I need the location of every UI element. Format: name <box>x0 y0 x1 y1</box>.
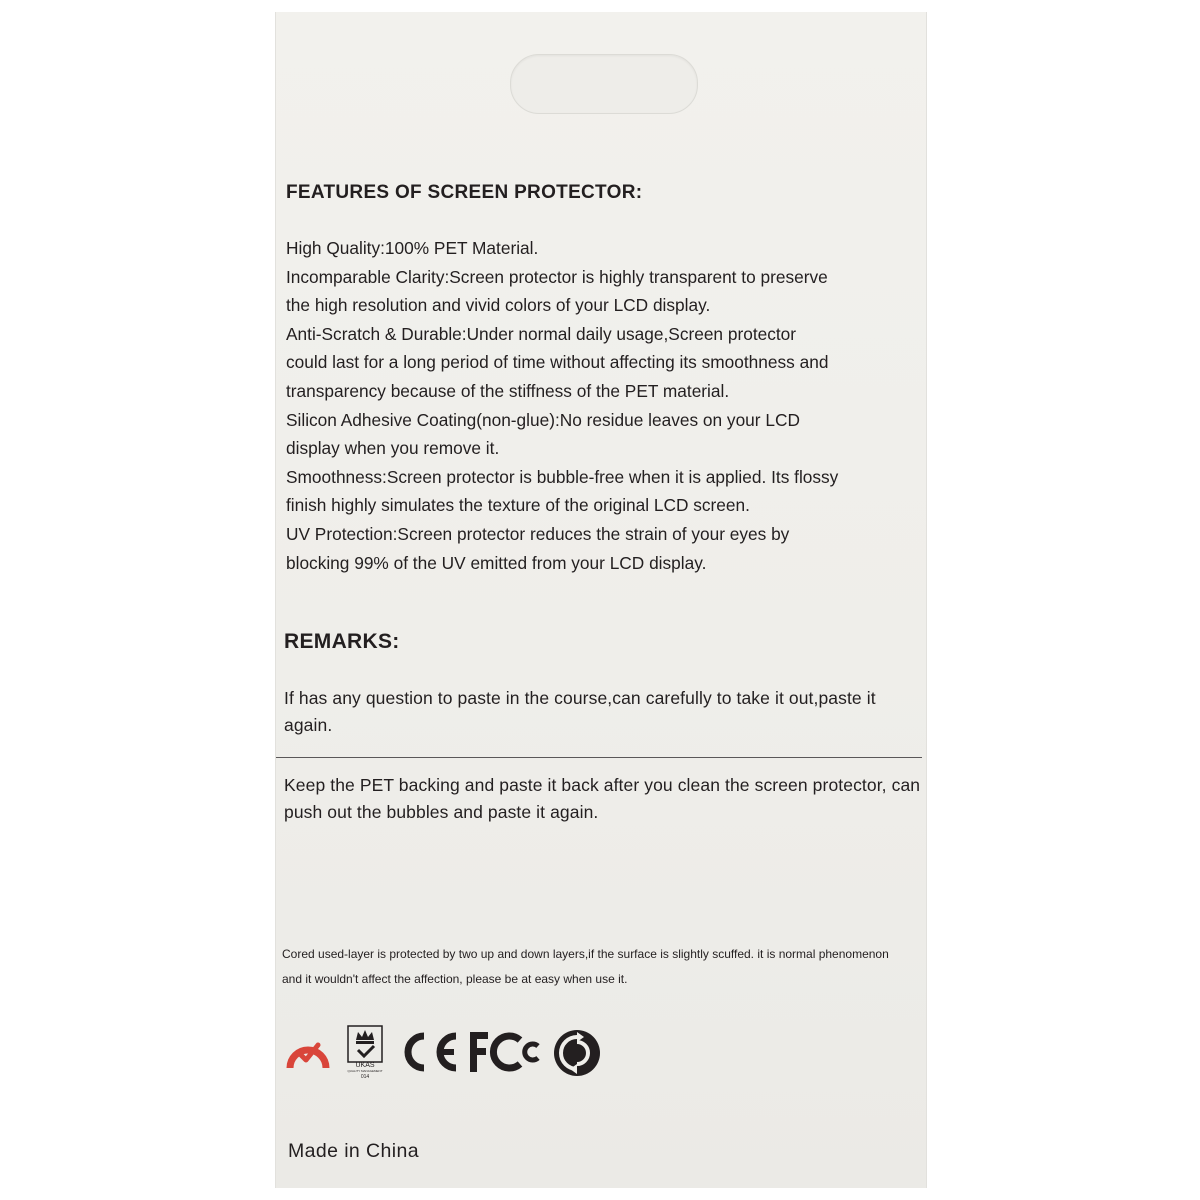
feature-line: display when you remove it. <box>286 438 500 459</box>
feature-line: UV Protection:Screen protector reduces the strain of your eyes by <box>286 523 790 544</box>
ukas-badge <box>346 1024 384 1082</box>
certification-marks <box>286 1022 616 1082</box>
rohs-check-icon <box>286 1032 330 1072</box>
ukas-subtitle: QUALITY MANAGEMENT <box>347 1069 383 1073</box>
feature-line: finish highly simulates the texture of the original LCD screen. <box>286 495 750 516</box>
section-divider <box>276 757 922 758</box>
green-dot-recycle-icon <box>552 1028 602 1078</box>
ukas-number: 014 <box>360 1074 370 1080</box>
fcc-mark-icon <box>468 1030 546 1074</box>
ce-mark-icon <box>398 1030 460 1074</box>
remarks-heading: REMARKS: <box>284 630 400 653</box>
features-heading: FEATURES OF SCREEN PROTECTOR: <box>286 182 643 203</box>
feature-line: transparency because of the stiffness of the PET material. <box>286 380 730 401</box>
ukas-crown-icon <box>346 1024 384 1064</box>
remarks-text: If has any question to paste in the course,can carefully to take it out,paste it again. <box>284 688 876 735</box>
feature-line: the high resolution and vivid colors of your LCD display. <box>286 295 711 316</box>
feature-line: could last for a long period of time without affecting its smoothness and <box>286 352 829 373</box>
layer-note: Cored used-layer is protected by two up and down layers,if the surface is slightly scuffed. it is normal phenomenon and it wouldn't affect the affection, please be at easy when use it. <box>282 947 889 986</box>
feature-line: Anti-Scratch & Durable:Under normal daily usage,Screen protector <box>286 323 797 344</box>
ukas-label: UKAS <box>355 1062 375 1069</box>
origin-label: Made in China <box>288 1140 419 1162</box>
feature-line: blocking 99% of the UV emitted from your LCD display. <box>286 552 707 573</box>
packaging-card <box>275 12 927 1188</box>
features-list <box>286 234 916 577</box>
feature-line: High Quality:100% PET Material. <box>286 238 539 258</box>
hang-tab-slot <box>510 54 698 114</box>
feature-line: Smoothness:Screen protector is bubble-free when it is applied. Its flossy <box>286 466 839 487</box>
backing-instruction: Keep the PET backing and paste it back after you clean the screen protector, can push out the bubbles and paste it again. <box>284 775 921 822</box>
feature-line: Incomparable Clarity:Screen protector is highly transparent to preserve <box>286 266 828 287</box>
feature-line: Silicon Adhesive Coating(non-glue):No residue leaves on your LCD <box>286 409 800 430</box>
